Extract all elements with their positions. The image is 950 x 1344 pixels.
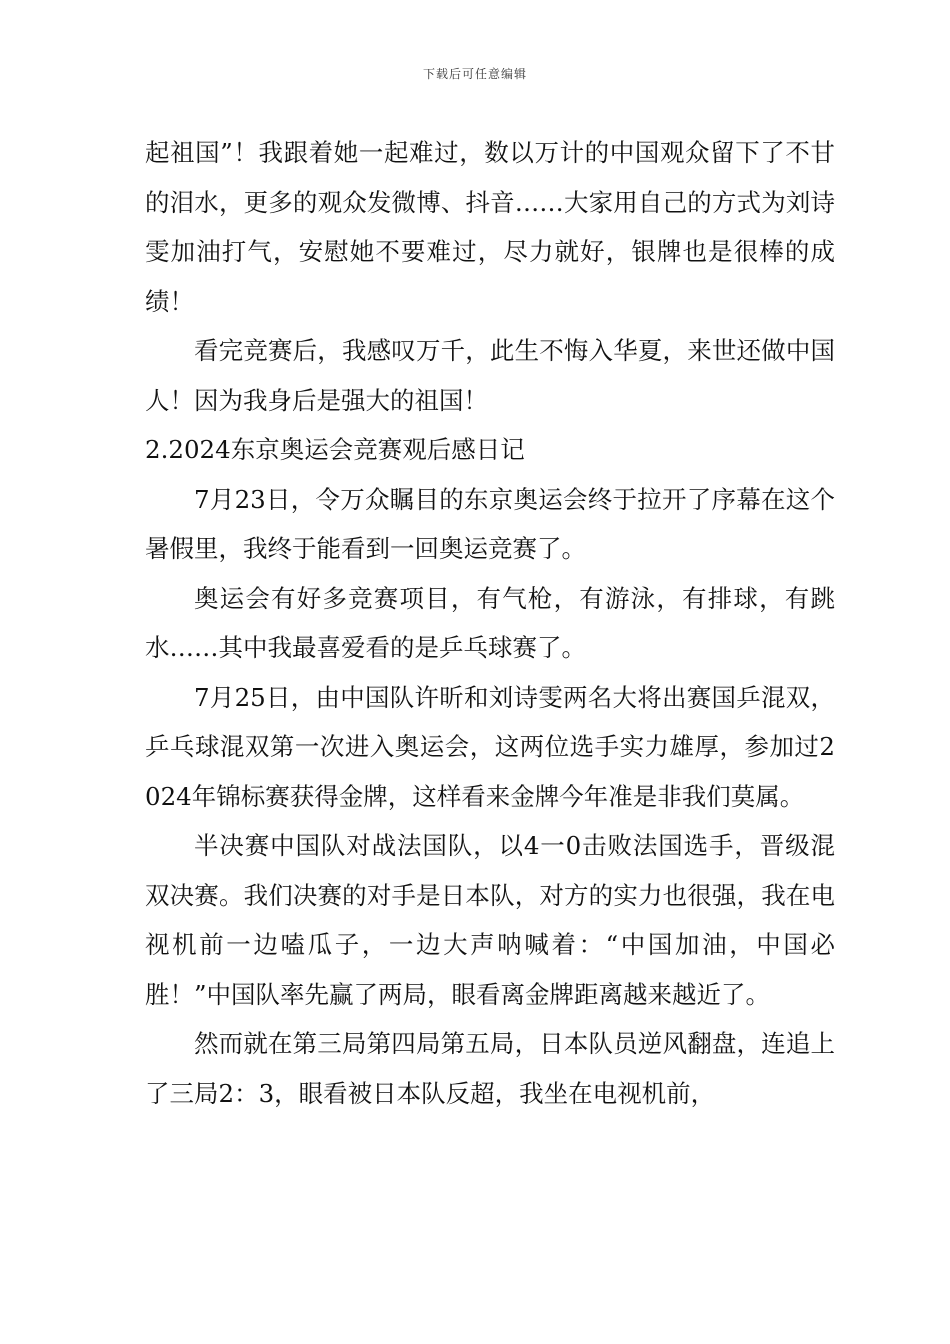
section-heading: 2.2024东京奥运会竞赛观后感日记 (145, 435, 525, 464)
paragraph-6: 半决赛中国队对战法国队，以4一0击败法国选手，晋级混双决赛。我们决赛的对手是日本队，对方的实力也很强，我在电视机前一边嗑瓜子，一边大声呐喊着：“中国加油，中国必胜！”中国队率先赢了两局，眼看离金牌距离越来越近了。 (145, 831, 835, 1009)
document-body (145, 128, 835, 1118)
paragraph-3: 7月23日，令万众瞩目的东京奥运会终于拉开了序幕在这个暑假里，我终于能看到一回奥运竞赛了。 (145, 484, 835, 563)
paragraph-2: 看完竞赛后，我感叹万千，此生不悔入华夏，来世还做中国人！因为我身后是强大的祖国！ (145, 336, 835, 415)
paragraph-5: 7月25日，由中国队许昕和刘诗雯两名大将出赛国乒混双，乒乓球混双第一次进入奥运会，这两位选手实力雄厚，参加过2024年锦标赛获得金牌，这样看来金牌今年准是非我们莫属。 (145, 682, 835, 811)
paragraph-1: 起祖国”！我跟着她一起难过，数以万计的中国观众留下了不甘的泪水，更多的观众发微博、抖音……大家用自己的方式为刘诗雯加油打气，安慰她不要难过，尽力就好，银牌也是很棒的成绩！ (145, 138, 835, 316)
paragraph-4: 奥运会有好多竞赛项目，有气枪，有游泳，有排球，有跳水……其中我最喜爱看的是乒乓球赛了。 (145, 583, 835, 662)
page-header-note: 下载后可任意编辑 (422, 67, 527, 81)
paragraph-7: 然而就在第三局第四局第五局，日本队员逆风翻盘，连追上了三局2：3，眼看被日本队反超，我坐在电视机前， (145, 1029, 835, 1108)
